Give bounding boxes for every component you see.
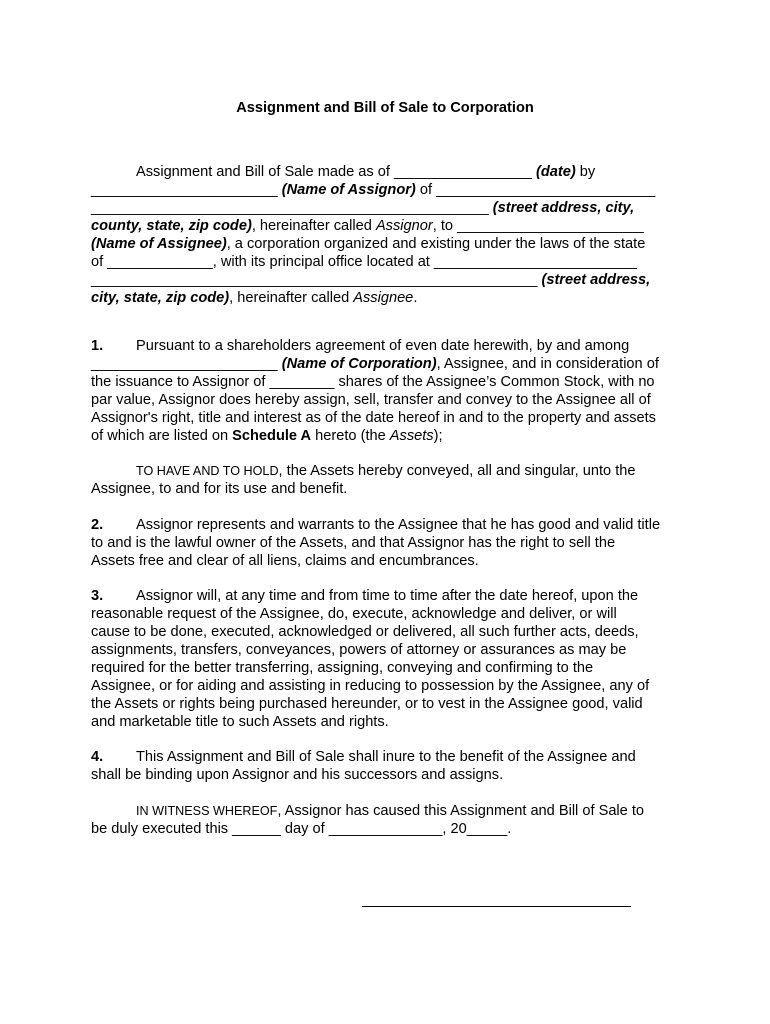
assignor-address-label-cont: county, state, zip code) — [91, 218, 252, 234]
corporation-name-label: (Name of Corporation) — [281, 356, 437, 372]
assets-defined-term: Assets — [389, 428, 434, 444]
intro-line-8 — [91, 290, 417, 308]
section-4-number: 4. — [91, 749, 104, 765]
intro-text: of _____________, with its principal office located at _________________________ — [91, 254, 637, 270]
section-3-line-1 — [91, 588, 638, 606]
intro-text: by — [575, 164, 596, 180]
habendum-line-1 — [136, 463, 636, 481]
section-4-line-1 — [91, 749, 636, 767]
section-3-line-7: the Assets or rights being purchased hereunder, or to vest in the Assignee good, valid — [91, 696, 643, 712]
intro-line-1 — [136, 164, 595, 182]
intro-text: Assignment and Bill of Sale made as of _________________ — [136, 164, 536, 180]
witness-heading: IN WITNESS WHEREOF — [136, 804, 278, 818]
section-3-line-6: Assignee, or for aiding and assisting in reducing to possession by the Assignee, any of — [91, 678, 650, 694]
assignor-name-label: (Name of Assignor) — [281, 182, 416, 198]
intro-line-7 — [91, 272, 650, 290]
intro-text: _______________________________________________________ — [91, 272, 542, 288]
section-1-line-3: the issuance to Assignor of ________ shares of the Assignee’s Common Stock, with no — [91, 374, 655, 390]
section-2-line-3: Assets free and clear of all liens, claims and encumbrances. — [91, 553, 479, 569]
habendum-line-2: Assignee, to and for its use and benefit. — [91, 481, 348, 497]
habendum-heading: TO HAVE AND TO HOLD — [136, 464, 279, 478]
section-3-line-3: cause to be done, executed, acknowledged or delivered, all such further acts, deeds, — [91, 624, 639, 640]
intro-line-5 — [91, 236, 645, 254]
habendum-text: , the Assets hereby conveyed, all and singular, unto the — [278, 463, 636, 479]
section-1-text: , Assignee, and in consideration of — [436, 356, 659, 372]
section-1-line-4: par value, Assignor does hereby assign, sell, transfer and convey to the Assignee all of — [91, 392, 651, 408]
section-3-line-8: and marketable title to such Assets and rights. — [91, 714, 389, 730]
intro-text: , to _______________________ — [432, 218, 644, 234]
intro-text: , hereinafter called — [251, 218, 376, 234]
section-2-line-1 — [91, 517, 660, 535]
assignee-address-label-cont: city, state, zip code) — [91, 290, 230, 306]
section-3-number: 3. — [91, 588, 104, 604]
section-3-text: Assignor will, at any time and from time to time after the date hereof, upon the — [136, 588, 639, 604]
section-2-number: 2. — [91, 517, 104, 533]
section-1-line-2 — [91, 356, 659, 374]
section-1-number: 1. — [91, 338, 104, 354]
signature-line — [362, 906, 631, 907]
intro-text: _________________________________________________ — [91, 200, 493, 216]
schedule-a-reference: Schedule A — [232, 428, 312, 444]
assignor-defined-term: Assignor — [375, 218, 433, 234]
section-3-line-4: assignments, transfers, conveyances, powers of attorney or assurances as may be — [91, 642, 627, 658]
witness-text: , Assignor has caused this Assignment and Bill of Sale to — [277, 803, 645, 819]
assignee-defined-term: Assignee — [353, 290, 414, 306]
date-placeholder-label: (date) — [536, 164, 576, 180]
intro-text: , hereinafter called — [229, 290, 354, 306]
intro-text: _______________________ — [91, 182, 282, 198]
document-title: Assignment and Bill of Sale to Corporation — [236, 100, 534, 116]
section-1-line-5: Assignor's right, title and interest as of the date hereof in and to the property and assets — [91, 410, 656, 426]
intro-text: of ___________________________ — [415, 182, 656, 198]
assignee-name-label: (Name of Assignee) — [91, 236, 227, 252]
intro-line-6 — [91, 254, 637, 272]
section-1-text: of which are listed on — [91, 428, 233, 444]
witness-line-1 — [136, 803, 644, 821]
assignor-address-label: (street address, city, — [492, 200, 635, 216]
witness-line-2: be duly executed this ______ day of ______________, 20_____. — [91, 821, 512, 837]
section-1-text: ); — [433, 428, 443, 444]
section-3-line-2: reasonable request of the Assignee, do, execute, acknowledge and deliver, or will — [91, 606, 617, 622]
section-1-text: Pursuant to a shareholders agreement of even date herewith, by and among — [136, 338, 630, 354]
section-2-line-2: to and is the lawful owner of the Assets, and that Assignor has the right to sell the — [91, 535, 616, 551]
intro-line-3 — [91, 200, 634, 218]
section-4-line-2: shall be binding upon Assignor and his successors and assigns. — [91, 767, 504, 783]
section-2-text: Assignor represents and warrants to the Assignee that he has good and valid title — [136, 517, 661, 533]
section-1-text: hereto (the — [311, 428, 390, 444]
section-4-text: This Assignment and Bill of Sale shall inure to the benefit of the Assignee and — [136, 749, 636, 765]
intro-text: . — [413, 290, 418, 306]
section-1-line-1 — [91, 338, 629, 356]
intro-line-4 — [91, 218, 644, 236]
section-3-line-5: required for the better transferring, assigning, conveying and confirming to the — [91, 660, 594, 676]
intro-text: , a corporation organized and existing under the laws of the state — [226, 236, 646, 252]
assignee-address-label: (street address, — [541, 272, 651, 288]
section-1-line-6 — [91, 428, 443, 446]
intro-line-2 — [91, 182, 655, 200]
section-1-text: _______________________ — [91, 356, 282, 372]
